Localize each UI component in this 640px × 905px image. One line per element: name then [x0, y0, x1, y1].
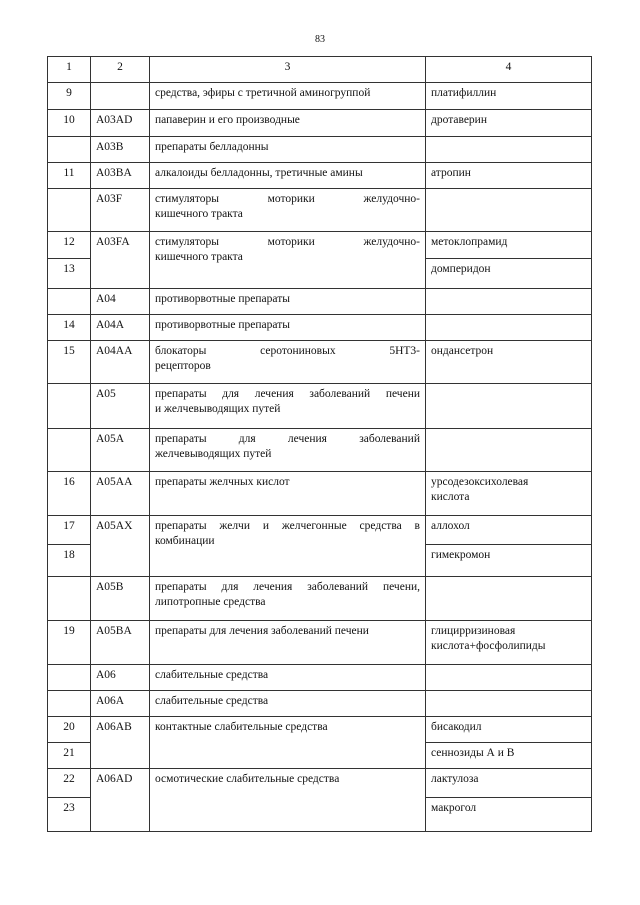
table-header-row: [48, 57, 592, 83]
drug-name: ондансетрон: [426, 341, 592, 384]
table-row: [48, 429, 592, 472]
group-description: папаверин и его производные: [150, 110, 426, 137]
row-number: 9: [48, 83, 91, 110]
drug-name: [426, 665, 592, 691]
atc-code: A03F: [91, 189, 150, 232]
atc-code: A03BA: [91, 163, 150, 189]
description-line: липотропные средства: [155, 596, 266, 608]
table-row: [48, 232, 592, 259]
group-description: осмотические слабительные средства: [150, 769, 426, 832]
description-line: и желчевыводящих путей: [155, 403, 281, 415]
table-row: [48, 341, 592, 384]
atc-code: A03FA: [91, 232, 150, 289]
row-number: [48, 189, 91, 232]
row-number: [48, 665, 91, 691]
group-description: препараты для лечения заболеваний печени: [150, 621, 426, 665]
drug-name: [426, 137, 592, 163]
drug-name: [426, 429, 592, 472]
drug-name-line: глицирризиновая: [431, 625, 516, 637]
atc-code: A03B: [91, 137, 150, 163]
description-line: блокаторы серотониновых 5HT3-: [155, 345, 420, 357]
table-row: [48, 315, 592, 341]
row-number: 19: [48, 621, 91, 665]
group-description: [150, 384, 426, 429]
atc-code: A05: [91, 384, 150, 429]
row-number: 20: [48, 717, 91, 743]
row-number: 13: [48, 259, 91, 289]
row-number: 23: [48, 798, 91, 832]
row-number: [48, 289, 91, 315]
drug-name: макрогол: [426, 798, 592, 832]
group-description: средства, эфиры с третичной аминогруппой: [150, 83, 426, 110]
drug-name: [426, 577, 592, 621]
drug-name-line: кислота+фосфолипиды: [431, 640, 546, 652]
group-description: [150, 577, 426, 621]
group-description: противорвотные препараты: [150, 289, 426, 315]
drug-name-line: урсодезоксихолевая: [431, 476, 529, 488]
table-row: [48, 769, 592, 798]
drug-name: аллохол: [426, 516, 592, 545]
atc-code: A05A: [91, 429, 150, 472]
table-row: [48, 163, 592, 189]
drug-name-line: кислота: [431, 491, 470, 503]
row-number: [48, 577, 91, 621]
header-cell: 4: [426, 57, 592, 83]
row-number: 12: [48, 232, 91, 259]
atc-code: A03AD: [91, 110, 150, 137]
group-description: препараты желчных кислот: [150, 472, 426, 516]
description-line: стимуляторы моторики желудочно-: [155, 236, 420, 248]
drug-name: [426, 472, 592, 516]
row-number: 16: [48, 472, 91, 516]
drug-name: сеннозиды А и В: [426, 743, 592, 769]
row-number: 18: [48, 545, 91, 577]
drug-name: [426, 691, 592, 717]
drug-name: [426, 621, 592, 665]
drug-name: дротаверин: [426, 110, 592, 137]
table-row: [48, 516, 592, 545]
description-line: желчевыводящих путей: [155, 448, 272, 460]
atc-code: A06: [91, 665, 150, 691]
header-cell: 2: [91, 57, 150, 83]
table-row: [48, 577, 592, 621]
table-row: [48, 472, 592, 516]
drug-name: лактулоза: [426, 769, 592, 798]
atc-code: A05BA: [91, 621, 150, 665]
row-number: [48, 384, 91, 429]
table-row: [48, 289, 592, 315]
atc-code: A05B: [91, 577, 150, 621]
drug-name: платифиллин: [426, 83, 592, 110]
drug-name: атропин: [426, 163, 592, 189]
atc-code: A06AB: [91, 717, 150, 769]
table-row: [48, 384, 592, 429]
row-number: 14: [48, 315, 91, 341]
group-description: [150, 341, 426, 384]
description-line: комбинации: [155, 535, 215, 547]
description-line: кишечного тракта: [155, 251, 243, 263]
atc-code: A06AD: [91, 769, 150, 832]
group-description: [150, 189, 426, 232]
group-description: алкалоиды белладонны, третичные амины: [150, 163, 426, 189]
group-description: слабительные средства: [150, 665, 426, 691]
drug-name: [426, 289, 592, 315]
group-description: [150, 232, 426, 289]
table-row: [48, 110, 592, 137]
row-number: [48, 137, 91, 163]
atc-code: A04: [91, 289, 150, 315]
group-description: препараты белладонны: [150, 137, 426, 163]
drug-name: [426, 384, 592, 429]
drug-name: [426, 189, 592, 232]
drug-table: [47, 56, 592, 832]
group-description: контактные слабительные средства: [150, 717, 426, 769]
atc-code: A06A: [91, 691, 150, 717]
drug-name: [426, 315, 592, 341]
group-description: [150, 429, 426, 472]
description-line: рецепторов: [155, 360, 211, 372]
atc-code: A05AX: [91, 516, 150, 577]
description-line: препараты для лечения заболеваний: [155, 433, 420, 445]
group-description: слабительные средства: [150, 691, 426, 717]
table-row: [48, 665, 592, 691]
table-row: [48, 189, 592, 232]
row-number: [48, 429, 91, 472]
row-number: 17: [48, 516, 91, 545]
row-number: [48, 691, 91, 717]
row-number: 15: [48, 341, 91, 384]
table-row: [48, 717, 592, 743]
table-row: [48, 691, 592, 717]
atc-code: A04AA: [91, 341, 150, 384]
page-number: 83: [315, 34, 325, 45]
table-row: [48, 137, 592, 163]
table-row: [48, 621, 592, 665]
atc-code: A04A: [91, 315, 150, 341]
table-row: [48, 83, 592, 110]
drug-name: метоклопрамид: [426, 232, 592, 259]
atc-code: A05AA: [91, 472, 150, 516]
header-cell: 1: [48, 57, 91, 83]
header-cell: 3: [150, 57, 426, 83]
row-number: 21: [48, 743, 91, 769]
description-line: кишечного тракта: [155, 208, 243, 220]
description-line: препараты для лечения заболеваний печени,: [155, 581, 420, 593]
description-line: препараты желчи и желчегонные средства в: [155, 520, 420, 532]
row-number: 22: [48, 769, 91, 798]
group-description: [150, 516, 426, 577]
group-description: противорвотные препараты: [150, 315, 426, 341]
row-number: 11: [48, 163, 91, 189]
drug-name: бисакодил: [426, 717, 592, 743]
row-number: 10: [48, 110, 91, 137]
atc-code: [91, 83, 150, 110]
drug-name: гимекромон: [426, 545, 592, 577]
description-line: стимуляторы моторики желудочно-: [155, 193, 420, 205]
drug-name: домперидон: [426, 259, 592, 289]
description-line: препараты для лечения заболеваний печени: [155, 388, 420, 400]
